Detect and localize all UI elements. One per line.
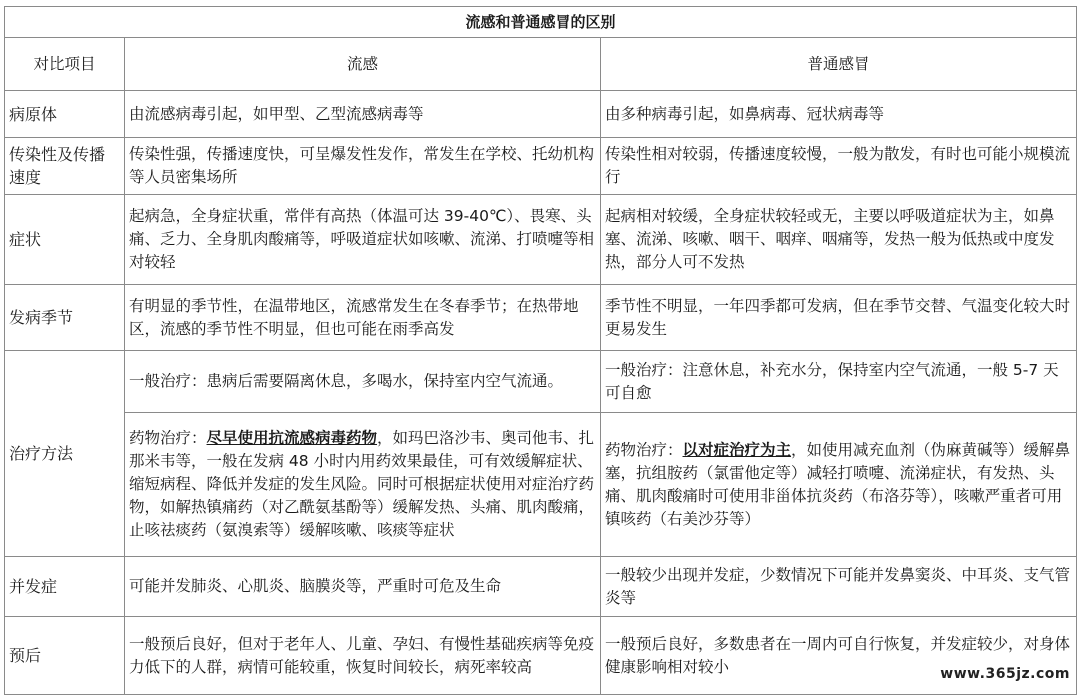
header-item: 对比项目	[5, 38, 125, 91]
flu-cell: 有明显的季节性，在温带地区，流感常发生在冬春季节；在热带地区，流感的季节性不明显，但也可能在雨季高发	[125, 285, 601, 351]
cold-cell: 一般较少出现并发症，少数情况下可能并发鼻窦炎、中耳炎、支气管炎等	[601, 557, 1077, 617]
flu-cell: 一般预后良好，但对于老年人、儿童、孕妇、有慢性基础疾病等免疫力低下的人群，病情可能较重，恢复时间较长，病死率较高	[125, 617, 601, 695]
cold-cell: 传染性相对较弱，传播速度较慢，一般为散发，有时也可能小规模流行	[601, 138, 1077, 195]
row-pathogen	[5, 91, 1077, 138]
row-label: 症状	[5, 195, 125, 285]
drug-prefix: 药物治疗：	[129, 429, 207, 447]
flu-cell: 传染性强，传播速度快，可呈爆发性发作，常发生在学校、托幼机构等人员密集场所	[125, 138, 601, 195]
row-label: 病原体	[5, 91, 125, 138]
table-title: 流感和普通感冒的区别	[5, 7, 1077, 38]
row-season	[5, 285, 1077, 351]
comparison-table	[4, 6, 1077, 695]
drug-text: ，如使用减充血剂（伪麻黄碱等）缓解鼻塞，抗组胺药（氯雷他定等）减轻打喷嚏、流涕症状，有发热、头痛、肌肉酸痛时可使用非甾体抗炎药（布洛芬等），咳嗽严重者可用镇咳药（右美沙芬等）	[605, 440, 1071, 528]
drug-emphasis: 尽早使用抗流感病毒药物	[206, 429, 378, 447]
row-label: 并发症	[5, 557, 125, 617]
header-row	[5, 38, 1077, 91]
row-prognosis	[5, 617, 1077, 695]
drug-prefix: 药物治疗：	[605, 440, 683, 459]
flu-cell: 起病急，全身症状重，常伴有高热（体温可达 39-40℃）、畏寒、头痛、乏力、全身肌肉酸痛等，呼吸道症状如咳嗽、流涕、打喷嚏等相对较轻	[125, 195, 601, 285]
header-flu: 流感	[125, 38, 601, 91]
cold-cell	[601, 413, 1077, 557]
cold-cell: 一般治疗：注意休息，补充水分，保持室内空气流通，一般 5-7 天可自愈	[601, 351, 1077, 413]
row-symptoms	[5, 195, 1077, 285]
flu-cell: 由流感病毒引起，如甲型、乙型流感病毒等	[125, 91, 601, 138]
row-complications	[5, 557, 1077, 617]
flu-cell	[125, 413, 601, 557]
row-treatment-general	[5, 351, 1077, 413]
cold-cell: 由多种病毒引起，如鼻病毒、冠状病毒等	[601, 91, 1077, 138]
row-label: 发病季节	[5, 285, 125, 351]
header-cold: 普通感冒	[601, 38, 1077, 91]
row-contagion	[5, 138, 1077, 195]
row-label: 治疗方法	[5, 351, 125, 557]
drug-emphasis: 以对症治疗为主	[682, 440, 792, 459]
watermark-text: www.365jz.com	[936, 666, 1074, 682]
flu-cell: 可能并发肺炎、心肌炎、脑膜炎等，严重时可危及生命	[125, 557, 601, 617]
row-treatment-drug	[5, 413, 1077, 557]
flu-cell: 一般治疗：患病后需要隔离休息，多喝水，保持室内空气流通。	[125, 351, 601, 413]
cold-cell: 季节性不明显，一年四季都可发病，但在季节交替、气温变化较大时更易发生	[601, 285, 1077, 351]
row-label: 预后	[5, 617, 125, 695]
row-label: 传染性及传播速度	[5, 138, 125, 195]
cold-cell: 起病相对较缓，全身症状较轻或无，主要以呼吸道症状为主，如鼻塞、流涕、咳嗽、咽干、咽痒、咽痛等，发热一般为低热或中度发热，部分人可不发热	[601, 195, 1077, 285]
drug-text: ，如玛巴洛沙韦、奥司他韦、扎那米韦等，一般在发病 48 小时内用药效果最佳，可有效缓解症状、缩短病程、降低并发症的发生风险。同时可根据症状使用对症治疗药物，如解热镇痛药（对乙酰氨基酚等）缓解发热、头痛、肌肉酸痛，止咳祛痰药（氨溴索等）缓解咳嗽、咳痰等症状	[129, 429, 595, 539]
cold-cell: 一般预后良好，多数患者在一周内可自行恢复，并发症较少，对身体健康影响相对较小	[601, 617, 1077, 695]
